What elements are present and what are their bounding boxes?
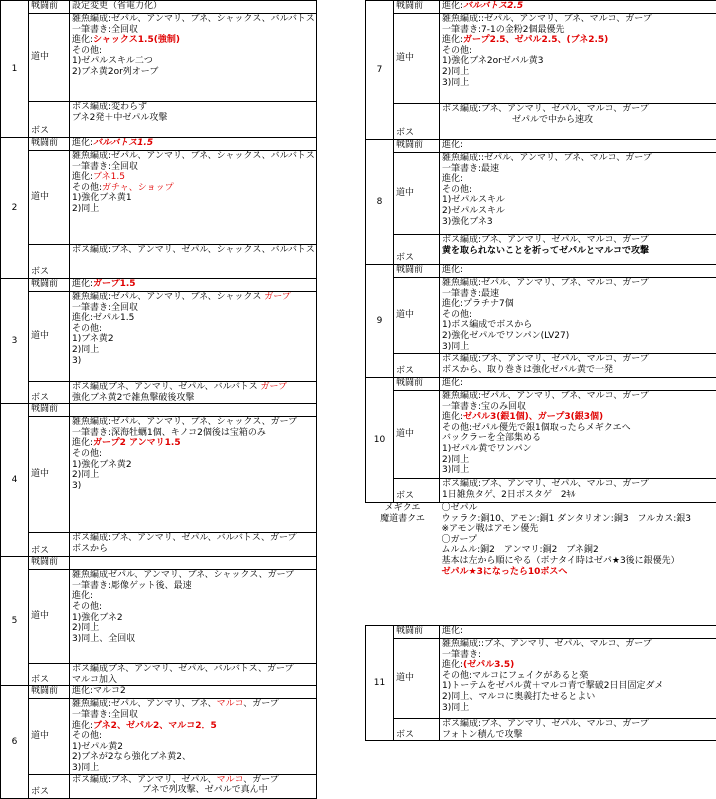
quest-label-2: 魔道書クエ [368, 514, 438, 525]
boss-content [70, 382, 317, 404]
boss-row [1, 382, 317, 404]
text-segment: バルバトス2.5 [463, 1, 523, 11]
prebattle-row [1, 686, 317, 699]
route-content [70, 699, 317, 774]
text-segment: ガープ [261, 382, 288, 392]
text-line: 雑魚編成::ブネ、アンマリ、ゼパル、マルコ、ガープ [442, 639, 714, 650]
prebattle-label: 戦闘前 [29, 557, 70, 570]
route-row [1, 570, 317, 664]
text-line: 一筆書き:全回収 [72, 710, 314, 721]
text-line: 一筆書き:全回収 [72, 303, 314, 314]
text-line: フォトン積んで攻撃 [442, 730, 714, 741]
text-line [72, 721, 314, 732]
route-row [1, 699, 317, 774]
prebattle-label: 戦闘前 [394, 378, 440, 391]
text-line: ※アモン戦はアモン優先 [442, 524, 715, 535]
text-line: 1)ボス編成でボスから [442, 320, 714, 331]
text-line: その他: [72, 449, 314, 460]
text-line [442, 1, 714, 12]
text-segment: 進化: [72, 438, 93, 448]
text-line [72, 138, 314, 149]
prebattle-content [70, 279, 317, 292]
boss-content [70, 774, 317, 798]
text-line [442, 660, 714, 671]
text-line [72, 699, 314, 710]
route-label: 道中 [29, 151, 70, 245]
text-line: その他: [442, 46, 714, 57]
text-line: マルコ加入 [72, 675, 314, 686]
stage-number: 8 [366, 140, 394, 265]
boss-content [440, 104, 716, 140]
text-line: ボスから [72, 544, 314, 555]
boss-row [366, 104, 716, 140]
text-line: その他: [442, 310, 714, 321]
text-segment: 進化: [442, 35, 463, 45]
route-label: 道中 [394, 391, 440, 479]
stage-number: 10 [366, 378, 394, 503]
text-line: 3)強化ブネ3 [442, 217, 714, 228]
text-line: 1)強化ブネ2 [72, 613, 314, 624]
prebattle-row [1, 1, 317, 14]
boss-label: ボス [394, 235, 440, 265]
text-segment: ガープ2.5、ゼパル2.5、(ブネ2.5) [463, 35, 608, 45]
boss-label: ボス [394, 104, 440, 140]
text-line [72, 172, 314, 183]
boss-content [440, 354, 716, 378]
text-line: 1)ゼパル黄でワンパン [442, 444, 714, 455]
text-line: 雑魚編成ゼパル、アンマリ、ブネ、シャックス、ガープ [72, 570, 314, 581]
route-label: 道中 [29, 417, 70, 533]
route-label: 道中 [394, 153, 440, 235]
text-line: 3)同上 [442, 703, 714, 714]
stage-number: 6 [1, 686, 29, 798]
text-line: 雑魚編成:ゼパル、アンマリ、ブネ、シャックス、バルバトス [72, 151, 314, 162]
text-segment: ガチャ、ショップ [102, 183, 174, 193]
route-content [440, 391, 716, 479]
text-line: 進化:マルコ2 [72, 686, 314, 697]
text-line [72, 292, 314, 303]
text-line: ブネ2発＋中ゼパル攻撃 [72, 113, 314, 124]
text-line: ムルムル:銅2 アンマリ:銅2 ブネ銅2 [442, 545, 715, 556]
text-line: ウァラク:銅10、アモン:銅1 ダンタリオン:銅3 フルカス:銀3 [442, 514, 715, 525]
prebattle-row [366, 1, 716, 14]
route-content [70, 151, 317, 245]
route-row [366, 14, 716, 104]
text-line: 2)同上 [72, 470, 314, 481]
stage-number: 1 [1, 1, 29, 138]
text-line: ブネで列攻撃、ゼパルで真ん中 [72, 785, 314, 796]
text-line: 3)同上 [442, 342, 714, 353]
boss-row [366, 354, 716, 378]
text-line: 1)ブネ黄2 [72, 334, 314, 345]
boss-row [1, 533, 317, 557]
text-segment: 進化: [72, 35, 93, 45]
prebattle-content [440, 378, 716, 391]
prebattle-content [70, 1, 317, 14]
text-line: 2)同上、マルコに奥義打たせるとよい [442, 692, 714, 703]
text-segment: 進化: [72, 138, 93, 148]
text-line: 雑魚編成::ゼパル、アンマリ、ブネ、マルコ、ガープ [442, 14, 714, 25]
text-line: 強化ブネ黄2で雑魚撃破後攻撃 [72, 393, 314, 404]
route-content [440, 278, 716, 354]
text-line: その他: [72, 324, 314, 335]
text-segment: ブネ1.5 [93, 172, 125, 182]
text-line [442, 412, 714, 423]
text-line: 進化: [442, 378, 714, 389]
text-line [72, 404, 314, 415]
text-line: 1日雑魚タゲ、2日ボスタゲ 2ｷﾙ [442, 490, 714, 501]
boss-row [1, 774, 317, 798]
text-segment: 進化: [72, 172, 93, 182]
text-line: ボス編成:ブネ、アンマリ、ゼパル、マルコ、ガープ [442, 479, 714, 490]
text-line [72, 775, 314, 786]
text-line: その他: [72, 731, 314, 742]
text-line [72, 557, 314, 568]
text-line: 〇ゼパル [442, 503, 715, 514]
text-line: ボス編成:ブネ、アンマリ、ゼパル、マルコ、ガープ [442, 354, 714, 365]
boss-row [1, 245, 317, 279]
text-segment: シャックス1.5(強制) [93, 35, 180, 45]
route-label: 道中 [29, 570, 70, 664]
prebattle-label: 戦闘前 [29, 138, 70, 151]
text-line: その他:マルコにフェイクがあると楽 [442, 671, 714, 682]
route-row [1, 417, 317, 533]
text-line: 進化: [442, 174, 714, 185]
text-line: 基本は左から順にやる（ボナタイ時はゼパ★3後に銀優先） [442, 556, 715, 567]
boss-row [366, 479, 716, 503]
text-line: 一筆書き:彫像ゲット後、最速 [72, 581, 314, 592]
text-line [72, 438, 314, 449]
right-table [365, 0, 716, 741]
text-segment: 進化: [72, 279, 93, 289]
text-segment: 進化: [442, 412, 463, 422]
text-line: ボス編成:ブネ、アンマリ、ゼパル、マルコ、ガープ [442, 235, 714, 246]
text-line [442, 35, 714, 46]
prebattle-content [70, 138, 317, 151]
text-line: 2)ブネが2なら強化ブネ黄2、 [72, 752, 314, 763]
prebattle-row [1, 138, 317, 151]
route-row [366, 278, 716, 354]
route-row [1, 292, 317, 382]
boss-content [70, 245, 317, 279]
text-line: ゼパルで中から速攻 [442, 115, 714, 126]
boss-content [70, 664, 317, 686]
boss-label: ボス [29, 533, 70, 557]
text-line: 2)同上 [442, 67, 714, 78]
route-content [440, 153, 716, 235]
boss-content [440, 479, 716, 503]
text-line: 進化:プラチナ7個 [442, 299, 714, 310]
text-line: 1)強化ブネ2orゼパル黄3 [442, 56, 714, 67]
route-label: 道中 [29, 699, 70, 774]
text-line: 一筆書き:深海牡蠣1個、キノコ2個後は宝箱のみ [72, 428, 314, 439]
route-row [1, 151, 317, 245]
boss-row [366, 719, 716, 741]
quest-content [440, 503, 716, 626]
prebattle-content [440, 626, 716, 639]
text-segment: 進化: [442, 660, 463, 670]
text-line [72, 183, 314, 194]
text-line: 1)トーテムをゼパル黄＋マルコ青で撃破2日目固定ダメ [442, 681, 714, 692]
text-line: ボス編成:ブネ、アンマリ、ゼパル、マルコ、ガープ [442, 104, 714, 115]
text-line: その他: [442, 185, 714, 196]
boss-content [440, 719, 716, 741]
route-label: 道中 [394, 14, 440, 104]
text-line: 2)同上 [442, 455, 714, 466]
boss-label: ボス [29, 245, 70, 279]
boss-row [1, 102, 317, 138]
stage-number: 2 [1, 138, 29, 279]
text-line: ボス編成ブネ、アンマリ、ゼパル、バルバトス、ガープ [72, 664, 314, 675]
text-segment: 雑魚編成:ゼパル、アンマリ、ブネ、 [72, 699, 217, 709]
text-line: 進化:ゼパル1.5 [72, 313, 314, 324]
text-line: 1)強化ブネ黄2 [72, 460, 314, 471]
prebattle-content [70, 557, 317, 570]
text-segment: バルバトス1.5 [93, 138, 153, 148]
special-row [366, 503, 716, 626]
prebattle-content [440, 1, 716, 14]
text-segment: ガープ [264, 292, 291, 302]
left-table [0, 0, 317, 799]
route-content [70, 417, 317, 533]
prebattle-row [1, 557, 317, 570]
prebattle-content [70, 686, 317, 699]
text-line: 1)ゼパルスキル [442, 195, 714, 206]
text-line: 2)ゼパルスキル [442, 206, 714, 217]
text-line: 一筆書き:全回収 [72, 25, 314, 36]
text-segment: 進化: [442, 1, 463, 11]
boss-content [70, 102, 317, 138]
boss-row [1, 664, 317, 686]
prebattle-label: 戦闘前 [394, 1, 440, 14]
text-line: 2)強化ゼパルでワンパン(LV27) [442, 331, 714, 342]
boss-content [70, 533, 317, 557]
stage-number: 11 [366, 626, 394, 741]
text-line: 一筆書き: [442, 650, 714, 661]
text-line: 一筆書き:全回収 [72, 162, 314, 173]
text-segment: ガープ2 アンマリ1.5 [93, 438, 181, 448]
route-content [70, 292, 317, 382]
quest-label-1: メギクエ [368, 503, 438, 514]
text-line: 〇ガープ [442, 535, 715, 546]
route-row [366, 391, 716, 479]
text-line: バックラーを全部集める [442, 433, 714, 444]
text-line: 3) [72, 356, 314, 367]
text-line: 2)同上 [72, 623, 314, 634]
text-line: 雑魚編成:ゼパル、アンマリ、ブネ、シャックス、バルバトス [72, 14, 314, 25]
stage-number: 9 [366, 265, 394, 378]
text-line: その他: [72, 46, 314, 57]
text-line: その他:ゼパル優先で銀1個取ったらメギクエへ [442, 423, 714, 434]
text-segment: ボス編成ブネ、アンマリ、ゼパル、バルバトス [72, 382, 261, 392]
route-label: 道中 [29, 292, 70, 382]
route-row [1, 14, 317, 102]
text-line: ボス編成:ブネ、アンマリ、ゼパル、シャックス、バルバトス [72, 245, 314, 256]
text-line [72, 382, 314, 393]
prebattle-label: 戦闘前 [29, 279, 70, 292]
text-segment: 、ガープ [243, 699, 279, 709]
text-line: ボス編成:変わらず [72, 102, 314, 113]
boss-label: ボス [394, 354, 440, 378]
prebattle-content [440, 265, 716, 278]
text-segment: ゼパル3(銀1個)、ガープ3(銀3個) [463, 412, 603, 422]
boss-label: ボス [29, 664, 70, 686]
route-content [440, 14, 716, 104]
route-row [366, 153, 716, 235]
prebattle-label: 戦闘前 [29, 686, 70, 699]
route-content [440, 639, 716, 719]
text-line: 3)同上 [442, 465, 714, 476]
route-content [70, 570, 317, 664]
prebattle-row [1, 404, 317, 417]
text-line: 進化: [72, 591, 314, 602]
text-line: 一筆書き:宝のみ回収 [442, 402, 714, 413]
prebattle-row [1, 279, 317, 292]
text-line: 黄を取られないことを祈ってゼパルとマルコで攻撃 [442, 246, 714, 257]
text-line: ボス編成:ブネ、アンマリ、ゼパル、バルバトス、ガープ [72, 533, 314, 544]
text-line: 雑魚編成:ゼパル、アンマリ、ブネ、シャックス、ガープ [72, 417, 314, 428]
boss-label: ボス [29, 774, 70, 798]
text-line: 2)同上 [72, 204, 314, 215]
text-line: 2)同上 [72, 345, 314, 356]
text-line: 1)強化ブネ黄1 [72, 193, 314, 204]
text-line: 雑魚編成:ゼパル、アンマリ、ブネ、マルコ、ガープ [442, 391, 714, 402]
text-line: ボスから、取り巻きは強化ゼパル黄で一発 [442, 365, 714, 376]
boss-label: ボス [394, 719, 440, 741]
prebattle-label: 戦闘前 [394, 140, 440, 153]
boss-label: ボス [29, 102, 70, 138]
text-line: 3)同上 [442, 78, 714, 89]
prebattle-label: 戦闘前 [394, 265, 440, 278]
route-content [70, 14, 317, 102]
text-segment: ブネ2、ゼパル2、マルコ2．5 [93, 721, 217, 731]
text-segment: 進化: [72, 721, 93, 731]
text-line: 進化: [442, 626, 714, 637]
text-segment: 雑魚編成:ゼパル、アンマリ、ブネ、シャックス [72, 292, 264, 302]
stage-number: 7 [366, 1, 394, 140]
text-line: 雑魚編成::ゼパル、アンマリ、ブネ、マルコ、ガープ [442, 153, 714, 164]
text-line: ボス編成:ブネ、アンマリ、ゼパル、マルコ、ガープ [442, 719, 714, 730]
text-line: 1)ゼパル黄2 [72, 742, 314, 753]
boss-label: ボス [394, 479, 440, 503]
prebattle-content [70, 404, 317, 417]
prebattle-row [366, 626, 716, 639]
prebattle-label: 戦闘前 [394, 626, 440, 639]
text-line: 雑魚編成:ゼパル、アンマリ、ブネ、マルコ、ガープ [442, 278, 714, 289]
text-segment: マルコ [217, 699, 244, 709]
quest-label [394, 503, 440, 626]
text-segment: ガープ1.5 [93, 279, 136, 289]
text-segment: (ゼパル3.5) [463, 660, 514, 670]
prebattle-label: 戦闘前 [29, 1, 70, 14]
text-line: 一筆書き:最速 [442, 289, 714, 300]
text-line [72, 35, 314, 46]
stage-number: 3 [1, 279, 29, 404]
text-line: 3)同上、全回収 [72, 634, 314, 645]
stage-number: 4 [1, 404, 29, 557]
text-line: 設定変更（省電力化） [72, 1, 314, 12]
boss-label: ボス [29, 382, 70, 404]
text-segment: マルコ [217, 775, 244, 785]
text-line: 一筆書き:7-1の金粉2個最優先 [442, 25, 714, 36]
text-segment: その他: [72, 183, 102, 193]
text-segment: ボス編成:ブネ、アンマリ、ゼパル、 [72, 775, 217, 785]
prebattle-label: 戦闘前 [29, 404, 70, 417]
boss-content [440, 235, 716, 265]
text-segment: 、ガープ [243, 775, 279, 785]
prebattle-content [440, 140, 716, 153]
text-line: 3)同上 [72, 763, 314, 774]
text-line: 1)ゼパルスキル二つ [72, 56, 314, 67]
text-line [72, 279, 314, 290]
prebattle-row [366, 378, 716, 391]
stage-number: 5 [1, 557, 29, 686]
prebattle-row [366, 265, 716, 278]
prebattle-row [366, 140, 716, 153]
route-label: 道中 [394, 278, 440, 354]
route-row [366, 639, 716, 719]
text-line: ゼパル★3になったら10ボスへ [442, 567, 715, 578]
route-label: 道中 [29, 14, 70, 102]
text-line: 3) [72, 481, 314, 492]
route-label: 道中 [394, 639, 440, 719]
text-line: 2)ブネ黄2or列オーブ [72, 67, 314, 78]
text-line: 一筆書き:最速 [442, 164, 714, 175]
text-line: その他: [72, 602, 314, 613]
boss-row [366, 235, 716, 265]
text-line: 進化: [442, 265, 714, 276]
text-line: 進化: [442, 140, 714, 151]
